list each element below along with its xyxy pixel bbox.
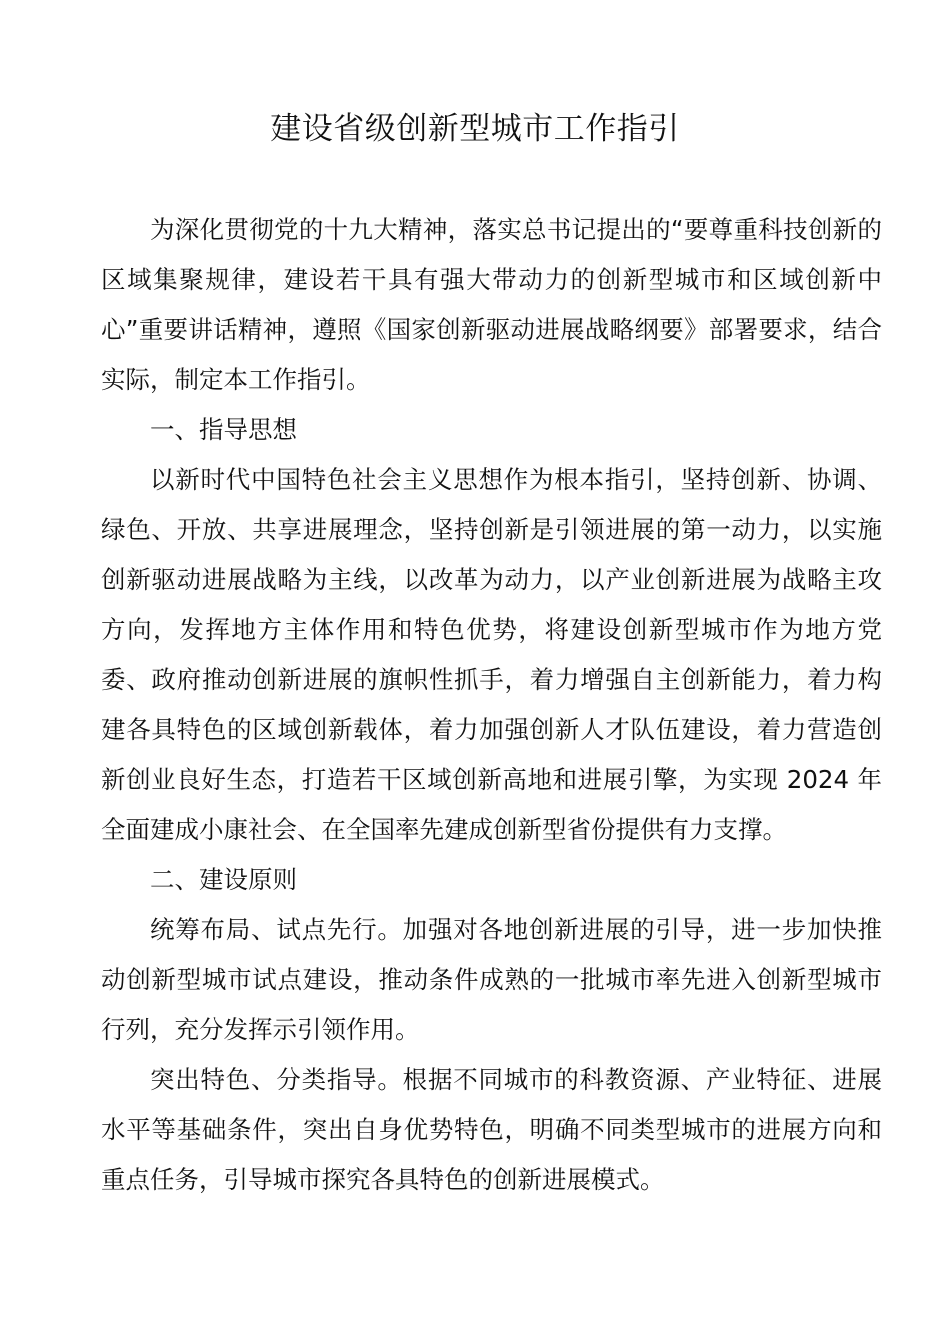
section-heading-guiding-ideology: 一、指导思想 [150,415,297,444]
section-heading-construction-principles: 二、建设原则 [150,865,297,894]
document-title: 建设省级创新型城市工作指引 [270,111,680,147]
principle-paragraph-pilot: 统筹布局、试点先行。加强对各地创新进展的引导，进一步加快推动创新型城市试点建设，推动条件成熟的一批城市率先进入创新型城市行列，充分发挥示引领作用。 [101,915,882,1044]
intro-paragraph: 为深化贯彻党的十九大精神，落实总书记提出的“要尊重科技创新的区域集聚规律，建设若干具有强大带动力的创新型城市和区域创新中心”重要讲话精神，遵照《国家创新驱动进展战略纲要》部署要求，结合实际，制定本工作指引。 [101,215,882,394]
document-body [101,205,882,1205]
guiding-ideology-paragraph: 以新时代中国特色社会主义思想作为根本指引，坚持创新、协调、绿色、开放、共享进展理念，坚持创新是引领进展的第一动力，以实施创新驱动进展战略为主线，以改革为动力，以产业创新进展为战略主攻方向，发挥地方主体作用和特色优势，将建设创新型城市作为地方党委、政府推动创新进展的旗帜性抓手，着力增强自主创新能力，着力构建各具特色的区域创新载体，着力加强创新人才队伍建设，着力营造创新创业良好生态，打造若干区域创新高地和进展引擎，为实现 2024 年全面建成小康社会、在全国率先建成创新型省份提供有力支撑。 [101,465,882,844]
principle-paragraph-classification: 突出特色、分类指导。根据不同城市的科教资源、产业特征、进展水平等基础条件，突出自身优势特色，明确不同类型城市的进展方向和重点任务，引导城市探究各具特色的创新进展模式。 [101,1065,882,1194]
